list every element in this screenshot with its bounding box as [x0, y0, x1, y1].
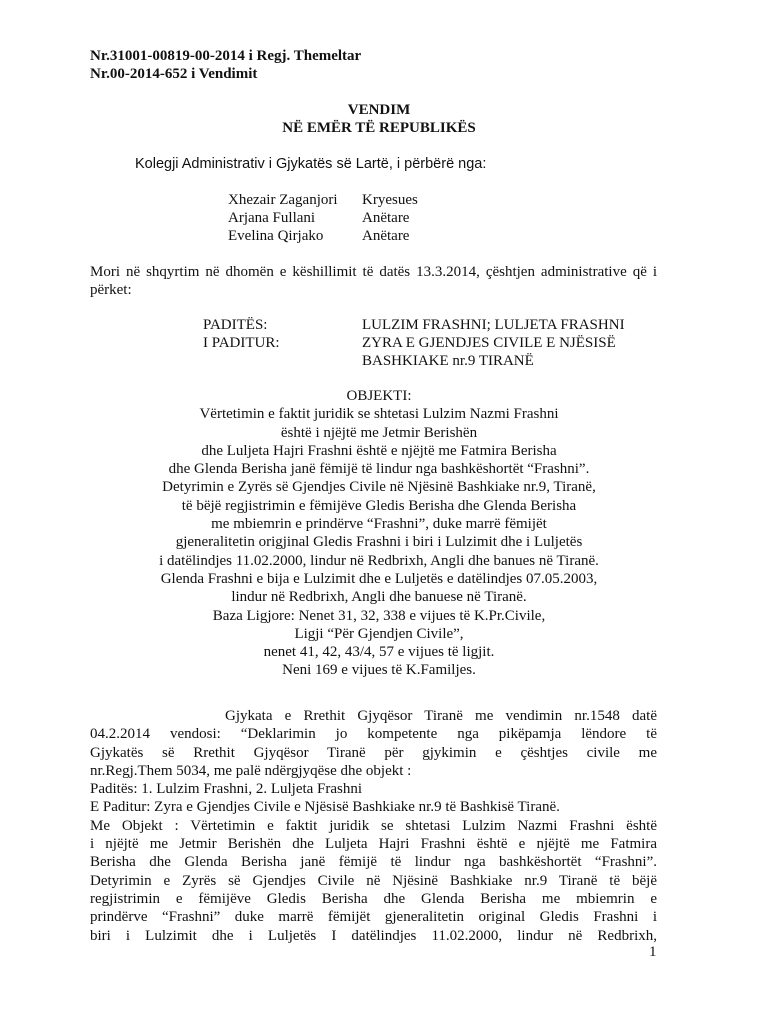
defendant-value: ZYRA E GJENDJES CIVILE E NJËSISË: [362, 335, 616, 351]
object-line: Glenda Frashni e bija e Lulzimit dhe e Luljetës e datëlindjes 07.05.2003,: [160, 570, 598, 587]
object-line: Neni 169 e vijues të K.Familjes.: [282, 662, 476, 679]
object-line: Detyrimin e Zyrës së Gjendjes Civile në Njësinë Bashkiake nr.9, Tiranë,: [162, 479, 596, 496]
panel-member-name: Evelina Qirjako: [228, 228, 324, 244]
object-line: Baza Ligjore: Nenet 31, 32, 338 e vijues të K.Pr.Civile,: [212, 607, 546, 624]
paragraph-line: Me Objekt : Vërtetimin e faktit juridik se shtetasi Lulzim Nazmi Frashni është: [90, 817, 657, 834]
title-line: VENDIM: [347, 102, 411, 118]
paragraph-line: Gjykata e Rrethit Gjyqësor Tiranë me vendimin nr.1548 datë: [225, 708, 657, 724]
object-section: [90, 387, 668, 680]
defendant-label: I PADITUR:: [203, 335, 280, 351]
object-line: dhe Glenda Berisha janë fëmijë të lindur nga bashkëshortët “Frashni”.: [168, 461, 590, 478]
object-heading: OBJEKTI:: [346, 388, 412, 404]
paragraph-line: përket:: [90, 282, 132, 299]
decision-number: Nr.00-2014-652 i Vendimit: [90, 66, 258, 82]
paragraph-line: Detyrimin e Zyrës së Gjendjes Civile në Njësinë Bashkiake nr.9 Tiranë të bëjë: [90, 872, 657, 889]
defendant-value: BASHKIAKE nr.9 TIRANË: [362, 353, 534, 369]
paragraph-line: E Paditur: Zyra e Gjendjes Civile e Njësisë Bashkiake nr.9 të Bashkisë Tiranë.: [90, 799, 560, 816]
object-line: të bëjë regjistrimin e fëmijëve Gledis Berisha dhe Glenda Berisha: [181, 497, 577, 514]
panel-member-role: Anëtare: [362, 228, 410, 244]
object-line: nenet 41, 42, 43/4, 57 e vijues të ligjit.: [263, 644, 495, 661]
document-title: [89, 101, 669, 138]
paragraph-line: prindërve “Frashni” duke marrë fëmijët gjeneralitetin original Gledis Frashni i: [90, 909, 657, 926]
object-line: gjeneralitetin origjinal Gledis Frashni i biri i Lulzimit dhe i Luljetës: [175, 534, 583, 551]
page-number: 1: [649, 944, 657, 960]
paragraph-line: Berisha dhe Glenda Berisha janë fëmijë të lindur nga bashkëshortët “Frashni”.: [90, 854, 657, 871]
paragraph-line: regjistrimin e fëmijëve Gledis Berisha dhe Glenda Berisha me mbiemrin e: [90, 890, 657, 907]
paragraph-line: Mori në shqyrtim në dhomën e këshillimit të datës 13.3.2014, çështjen administrative që i: [90, 264, 657, 280]
panel-member-name: Xhezair Zaganjori: [228, 192, 338, 208]
paragraph-line: i njëjtë me Jetmir Berishën dhe Luljeta Hajri Frashni është e njëjtë me Fatmira: [90, 836, 657, 853]
panel-member-role: Anëtare: [362, 210, 410, 226]
object-line: lindur në Redbrixh, Angli dhe banuese në Tiranë.: [231, 589, 527, 606]
object-line: Ligji “Për Gjendjen Civile”,: [294, 625, 464, 642]
paragraph-line: nr.Regj.Them 5034, me palë ndërgjyqëse dhe objekt :: [90, 762, 412, 779]
plaintiff-value: LULZIM FRASHNI; LULJETA FRASHNI: [362, 317, 625, 333]
panel-member-name: Arjana Fullani: [228, 210, 316, 226]
paragraph-line: Gjykatës së Rrethit Gjyqësor Tiranë për gjykimin e çështjes civile me: [90, 744, 657, 761]
object-line: dhe Luljeta Hajri Frashni është e njëjtë me Fatmira Berisha: [201, 442, 557, 459]
object-line: me mbiemrin e prindërve “Frashni”, duke marrë fëmijët: [211, 516, 547, 533]
object-line: i datëlindjes 11.02.2000, lindur në Redbrixh, Angli dhe banues në Tiranë.: [159, 552, 599, 569]
body-paragraph: [90, 707, 657, 945]
paragraph-line: Paditës: 1. Lulzim Frashni, 2. Luljeta Frashni: [90, 781, 363, 798]
object-line: është i njëjtë me Jetmir Berishën: [280, 424, 478, 441]
session-paragraph: [90, 263, 657, 300]
plaintiff-label: PADITËS:: [203, 317, 268, 333]
panel-member-role: Kryesues: [362, 192, 418, 208]
register-number: Nr.31001-00819-00-2014 i Regj. Themeltar: [90, 48, 362, 64]
paragraph-line: 04.2.2014 vendosi: “Deklarimin jo kompetente nga pikëpamja lëndore të: [90, 726, 657, 743]
title-line: NË EMËR TË REPUBLIKËS: [282, 120, 476, 137]
panel-intro: Kolegji Administrativ i Gjykatës së Lartë, i përbërë nga:: [135, 156, 487, 172]
object-line: Vërtetimin e faktit juridik se shtetasi Lulzim Nazmi Frashni: [199, 406, 559, 423]
paragraph-line: biri i Lulzimit dhe i Luljetës I datëlindjes 11.02.2000, lindur në Redbrixh,: [90, 927, 657, 944]
